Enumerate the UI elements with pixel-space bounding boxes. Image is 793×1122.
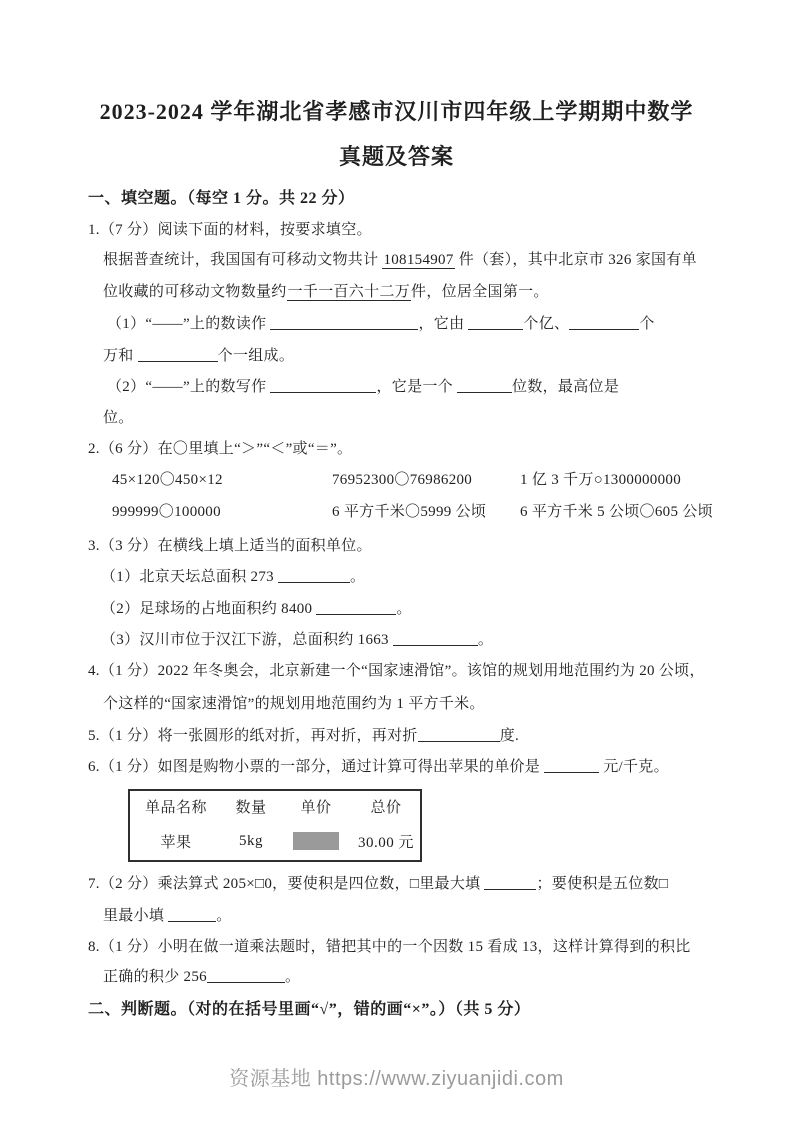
question-1-sub2-line1 (107, 377, 619, 398)
text-segment: 位收藏的可移动文物数量约 (103, 284, 287, 300)
comparison-item: 1 亿 3 千万○1300000000 (520, 472, 682, 488)
question-1-paragraph-1 (103, 250, 697, 271)
text-segment: 个 (639, 316, 655, 332)
question-1-sub1-line1 (107, 314, 655, 335)
section-1-heading: 一、填空题。（每空 1 分。共 22 分） (88, 190, 355, 207)
text-segment: 度. (499, 728, 520, 744)
answer-blank (278, 567, 350, 583)
watermark-site-link: 资源基地 https://www.ziyuanjidi.com (229, 1068, 564, 1090)
text-segment: 7.（2 分）乘法算式 205×□0，要使积是四位数，□里最大填 (88, 876, 485, 892)
answer-blank (168, 906, 216, 922)
receipt-header-unit-price: 单价 (300, 800, 332, 816)
text-segment: 。 (350, 569, 366, 585)
question-3-item-1 (101, 567, 365, 588)
answer-blank (468, 314, 523, 330)
answer-blank (457, 377, 512, 393)
text-segment: （2）“——”上的数写作 (107, 379, 271, 395)
question-1-sub1-line2 (103, 346, 294, 367)
question-2-row-2 (112, 502, 713, 523)
text-segment: 件，位居全国第一。 (411, 284, 549, 300)
section-2-heading: 二、判断题。（对的在括号里画“√”，错的画“×”。）（共 5 分） (88, 1001, 531, 1018)
text-segment: 根据普查统计，我国国有可移动文物共计 (103, 252, 383, 268)
text-segment: 。 (216, 908, 232, 924)
question-2-row-1 (112, 470, 681, 491)
question-1-sub2-line2: 位。 (103, 410, 134, 426)
comparison-item: 6 平方千米 5 公顷〇605 公顷 (520, 504, 713, 520)
text-segment: （3）汉川市位于汉江下游，总面积约 1663 (101, 632, 393, 648)
text-segment: 位数，最高位是 (512, 379, 620, 395)
question-1-stem: 1.（7 分）阅读下面的材料，按要求填空。 (88, 222, 372, 238)
question-7-line-1 (88, 874, 668, 895)
comparison-item: 45×120〇450×12 (112, 472, 223, 488)
comparison-item: 6 平方千米〇5999 公顷 (332, 504, 487, 520)
document-title-line1: 2023-2024 学年湖北省孝感市汉川市四年级上学期期中数学 (99, 99, 694, 124)
receipt-header-qty: 数量 (235, 800, 267, 816)
receipt-cell-name: 苹果 (160, 834, 192, 851)
text-segment: （1）北京天坛总面积 273 (101, 569, 279, 585)
text-segment: 正确的积少 256 (103, 969, 207, 985)
text-segment: ；要使积是五位数□ (536, 876, 669, 892)
question-3-stem: 3.（3 分）在横线上填上适当的面积单位。 (88, 538, 372, 554)
answer-blank (484, 874, 536, 890)
underlined-value: 一千一百六十二万 (287, 284, 411, 300)
question-8-line-2 (103, 967, 300, 988)
receipt-cell-qty: 5kg (239, 832, 263, 849)
question-2-stem: 2.（6 分）在〇里填上“＞”“＜”或“＝”。 (88, 441, 353, 457)
text-segment: 元/千克。 (599, 759, 669, 775)
masked-unit-price-box (293, 832, 339, 850)
question-6-stem (88, 757, 669, 778)
receipt-cell-total: 30.00 元 (357, 834, 414, 851)
text-segment: 个一组成。 (217, 348, 295, 364)
question-3-item-3 (101, 630, 493, 651)
question-4-line-2: 个这样的“国家速滑馆”的规划用地范围约为 1 平方千米。 (103, 696, 485, 712)
text-segment: 个亿、 (523, 316, 570, 332)
receipt-header-name: 单品名称 (144, 800, 207, 816)
answer-blank (138, 346, 218, 362)
answer-blank (393, 630, 478, 646)
text-segment: 6.（1 分）如图是购物小票的一部分，通过计算可得出苹果的单价是 (88, 759, 545, 775)
comparison-item: 76952300〇76986200 (332, 472, 473, 488)
text-segment: 里最小填 (103, 908, 169, 924)
answer-blank (270, 377, 376, 393)
text-segment: （2）足球场的占地面积约 8400 (101, 601, 317, 617)
answer-blank (207, 967, 285, 983)
answer-blank (418, 726, 500, 742)
question-1-paragraph-2 (103, 282, 549, 303)
receipt-header-total: 总价 (370, 800, 402, 816)
document-title-line2: 真题及答案 (338, 144, 454, 169)
text-segment: ，它是一个 (376, 379, 458, 395)
text-segment: 件（套），其中北京市 326 家国有单 (454, 252, 697, 268)
text-segment: 。 (396, 601, 412, 617)
text-segment: 万和 (103, 348, 138, 364)
receipt-table (128, 789, 422, 862)
text-segment: ，它由 (418, 316, 469, 332)
answer-blank (544, 757, 599, 773)
answer-blank (316, 599, 396, 615)
text-segment: （1）“——”上的数读作 (107, 316, 271, 332)
comparison-item: 999999〇100000 (112, 504, 221, 520)
question-5-stem (88, 726, 519, 747)
question-8-line-1: 8.（1 分）小明在做一道乘法题时，错把其中的一个因数 15 看成 13，这样计算得到的积比 (88, 939, 691, 955)
question-7-line-2 (103, 906, 232, 927)
text-segment: 5.（1 分）将一张圆形的纸对折，再对折，再对折 (88, 728, 418, 744)
text-segment: 。 (477, 632, 494, 648)
text-segment: 。 (284, 969, 301, 985)
answer-blank (569, 314, 639, 330)
question-3-item-2 (101, 599, 412, 620)
underlined-value: 108154907 (383, 252, 454, 268)
question-4-line-1: 4.（1 分）2022 年冬奥会，北京新建一个“国家速滑馆”。该馆的规划用地范围约为 20 公顷， (88, 663, 705, 679)
answer-blank (270, 314, 418, 330)
